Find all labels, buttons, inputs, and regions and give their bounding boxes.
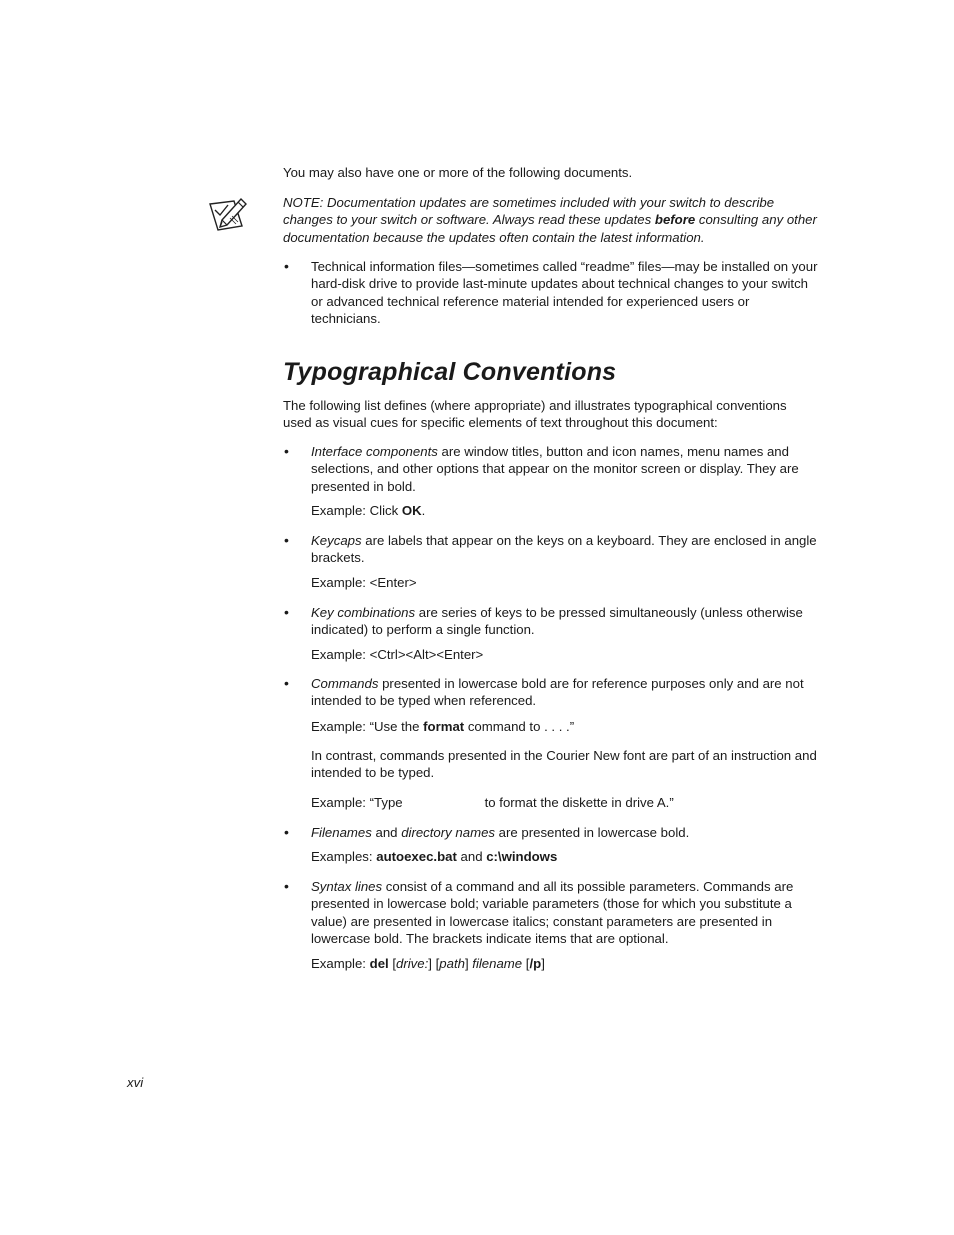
example-interface bbox=[311, 502, 821, 519]
description: are series of keys to be pressed simultaneously (unless otherwise indicated) to perform a single function. bbox=[311, 605, 803, 638]
bullet-icon: • bbox=[284, 532, 289, 548]
example-bold: format bbox=[423, 719, 465, 734]
example-prefix: Example: bbox=[311, 956, 370, 971]
note-suffix: consulting any other documentation because the updates often contain the latest information. bbox=[283, 212, 817, 245]
bullet-item-interface bbox=[284, 443, 821, 495]
term: Filenames bbox=[311, 825, 372, 840]
bullet-item-commands bbox=[284, 675, 821, 710]
description: presented in lowercase bold are for reference purposes only and are not intended to be typed when referenced. bbox=[311, 676, 804, 709]
bullet-item-syntax bbox=[284, 878, 821, 947]
page-number: xvi bbox=[127, 1075, 144, 1090]
bullet-icon: • bbox=[284, 675, 289, 691]
term: Keycaps bbox=[311, 533, 362, 548]
example-commands-typed bbox=[311, 794, 821, 811]
example-bold: autoexec.bat bbox=[376, 849, 457, 864]
lead-paragraph: The following list defines (where appropriate) and illustrates typographical conventions used as visual cues for specific elements of text throughout this document: bbox=[283, 398, 787, 431]
note-text bbox=[283, 194, 823, 246]
description: are labels that appear on the keys on a keyboard. They are enclosed in angle brackets. bbox=[311, 533, 817, 566]
example-suffix: to format the diskette in drive A.” bbox=[484, 795, 674, 810]
connector: and bbox=[371, 825, 402, 840]
bullet-icon: • bbox=[284, 258, 289, 274]
example-bold: OK bbox=[401, 503, 422, 518]
example-prefix: Example: “Use the bbox=[311, 719, 424, 734]
example-filenames bbox=[311, 848, 821, 865]
syntax-filename: filename bbox=[472, 956, 523, 971]
example-syntax: Example: del [drive:] [path] filename [/p] bbox=[311, 956, 545, 971]
bullet-icon: • bbox=[284, 824, 289, 840]
term: directory names bbox=[401, 825, 496, 840]
syntax-path: path bbox=[439, 956, 465, 971]
syntax-drive: drive: bbox=[396, 956, 429, 971]
bullet-item-readme bbox=[284, 258, 821, 327]
example-bold: c:\windows bbox=[486, 849, 558, 864]
example-prefix: Examples: bbox=[311, 849, 377, 864]
example-keycombo: Example: <Ctrl><Alt><Enter> bbox=[311, 647, 484, 662]
example-keycaps: Example: <Enter> bbox=[311, 575, 417, 590]
description: are window titles, button and icon names, menu names and selections, and other options that appear on the monitor screen or display. They are presented in bold. bbox=[311, 444, 799, 494]
syntax-switch: /p bbox=[529, 956, 542, 971]
bullet-item-filenames bbox=[284, 824, 821, 841]
example-suffix: . bbox=[421, 503, 426, 518]
term: Key combinations bbox=[311, 605, 416, 620]
description: are presented in lowercase bold. bbox=[495, 825, 690, 840]
contrast-paragraph: In contrast, commands presented in the Courier New font are part of an instruction and intended to be typed. bbox=[311, 748, 817, 781]
example-suffix: command to . . . .” bbox=[464, 719, 575, 734]
term: Interface components bbox=[311, 444, 438, 459]
note-prefix: NOTE: Documentation updates are sometimes included with your switch to describe changes to your switch or software. Always read these updates bbox=[283, 195, 775, 228]
bullet-text: Technical information files—sometimes called “readme” files—may be installed on your hard-disk drive to provide last-minute updates about technical changes to your switch or advanced technical reference material intended for experienced users or technicians. bbox=[311, 259, 818, 326]
description: consist of a command and all its possible parameters. Commands are presented in lowercase bold; variable parameters (those for which you substitute a value) are presented in lowercase italics; constant parameters are presented in lowercase bold. The brackets indicate items that are optional. bbox=[311, 879, 794, 946]
term: Commands bbox=[311, 676, 379, 691]
note-bold: before bbox=[654, 212, 696, 228]
term: Syntax lines bbox=[311, 879, 383, 894]
bullet-icon: • bbox=[284, 604, 289, 620]
bullet-icon: • bbox=[284, 443, 289, 459]
bullet-item-keycombo bbox=[284, 604, 821, 639]
syntax-command: del bbox=[369, 956, 389, 971]
example-prefix: Example: “Type bbox=[311, 795, 403, 810]
intro-paragraph: You may also have one or more of the following documents. bbox=[283, 165, 633, 180]
note-pencil-icon bbox=[208, 196, 250, 234]
section-heading: Typographical Conventions bbox=[283, 358, 617, 386]
example-commands bbox=[311, 718, 821, 735]
example-connector: and bbox=[456, 849, 487, 864]
bullet-item-keycaps bbox=[284, 532, 821, 567]
bullet-icon: • bbox=[284, 878, 289, 894]
example-prefix: Example: Click bbox=[311, 503, 402, 518]
